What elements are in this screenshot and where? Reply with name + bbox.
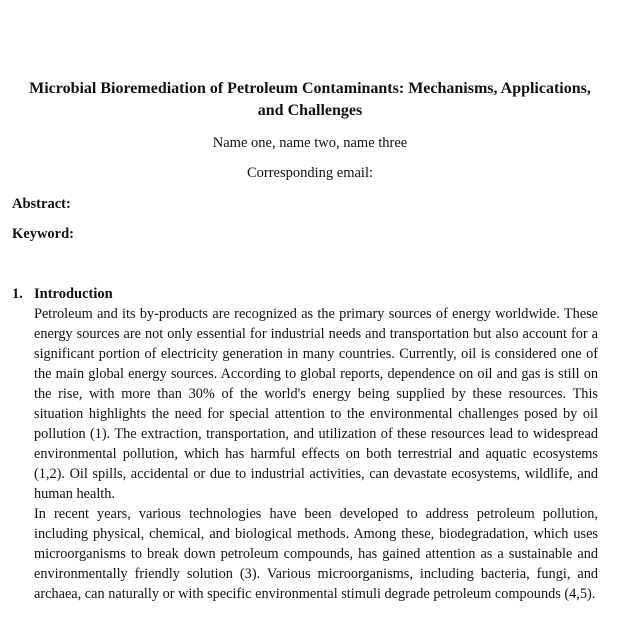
section-title: Introduction [34,286,113,302]
section-number: 1. [12,286,23,302]
paper-title: Microbial Bioremediation of Petroleum Contaminants: Mechanisms, Applications, and Challenges [29,80,591,119]
author-list: Name one, name two, name three [212,135,408,151]
abstract-label: Abstract: [12,196,71,212]
section-heading-introduction [12,285,113,303]
keyword-label: Keyword: [12,226,75,242]
corresponding-email: Corresponding email: [246,165,374,181]
introduction-paragraph-2: In recent years, various technologies have been developed to address petroleum pollution, including physical, chemical, and biological methods. Among these, biodegradation, which uses microorganisms to break down petroleum compounds, has gained attention as a sustainable and environmentally friendly solution (3). Various microorganisms, including bacteria, fungi, and archaea, can naturally or with specific environmental stimuli degrade petroleum compounds (4,5). [34,506,598,602]
introduction-paragraph-1: Petroleum and its by-products are recognized as the primary sources of energy worldwide. These energy sources are not only essential for industrial needs and transportation but also account for a significant portion of electricity generation in many countries. Currently, oil is considered one of the main global energy sources. According to global reports, dependence on oil and gas is still on the rise, with more than 30% of the world's energy being supplied by these resources. This situation highlights the need for special attention to the environmental challenges posed by oil pollution (1). The extraction, transportation, and utilization of these resources lead to widespread environmental pollution, which has harmful effects on both terrestrial and aquatic ecosystems (1,2). Oil spills, accidental or due to industrial activities, can devastate ecosystems, wildlife, and human health. [34,306,598,502]
